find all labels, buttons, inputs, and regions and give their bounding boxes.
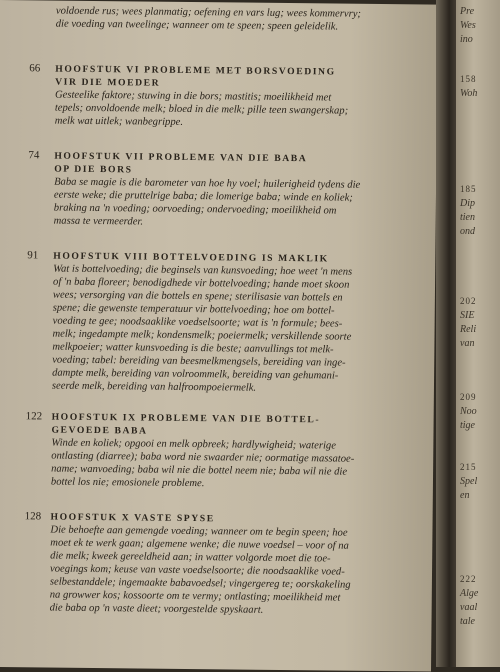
chapter-heading: GEVOEDE BABA [51,424,148,437]
chapter-heading: HOOFSTUK X VASTE SPYSE [50,511,215,525]
text-line: Baba se magie is die barometer van hoe hy voel; huilerigheid tydens die [54,176,361,191]
edge-text: Alge [460,588,479,599]
text-line: die voeding van tweelinge; wanneer om te speen; speen geleidelik. [55,18,339,33]
text-line: of 'n baba floreer; benodigdhede vir bottelvoeding; hande moet skoon [52,276,350,291]
edge-text: Spel [460,476,478,487]
edge-page-number: 202 [460,296,477,306]
page-number: 128 [24,510,42,523]
edge-text: Pre [460,6,475,17]
edge-text: vaal [460,602,478,613]
text-line: Die behoefte aan gemengde voeding; wanneer om te begin speen; hoe [50,524,348,539]
edge-text: Dip [460,198,475,209]
text-line: ontlasting (diarree); baba word nie swaarder nie; oormatige massatoe- [51,450,355,465]
page-number: 91 [27,249,39,262]
text-line: moet ek te werk gaan; algemene wenke; die nuwe voedsel – voor of na [50,537,349,552]
chapter-heading: HOOFSTUK VI PROBLEME MET BORSVOEDING [55,63,336,78]
page-number: 74 [28,149,40,162]
text-line: spene; die gewenste temperatuur vir bottelvoeding; hoe om bottel- [52,302,335,317]
text-line: melkpoeier; watter kunsvoeding is die beste; aanvullings tot melk- [52,341,334,356]
text-line: tepels; onvoldoende melk; bloed in die melk; pille teen swangerskap; [54,102,349,117]
text-line: voegings kom; keuse van vaste voedselsoorte; die noodsaaklike voed- [49,563,345,578]
text-line: die baba op 'n vaste dieet; voorgestelde spyskaart. [49,602,264,616]
text-line: die melk; kweek gereeldheid aan; in watter volgorde moet die toe- [50,550,331,565]
page-number: 66 [29,62,41,75]
chapter-heading: VIR DIE MOEDER [55,76,161,89]
facing-page-edge [456,0,500,667]
edge-page-number: 158 [460,74,477,84]
text-line: Winde en koliek; opgooi en melk opbreek; hardlywigheid; waterige [51,437,336,452]
edge-text: tien [460,212,475,223]
edge-text: ino [460,34,473,45]
text-line: Gesteelike faktore; stuwing in die bors; mastitis; moeilikheid met [54,89,332,104]
text-line: seerde melk, bereiding van halfroompoeiermelk. [51,380,257,394]
edge-text: Reli [460,324,477,335]
text-line: braking na 'n voeding; oorvoeding; ondervoeding; moeilikheid om [53,202,337,217]
edge-text: SIE [460,310,475,321]
text-line: melk wat uitlek; wanbegrippe. [54,115,184,128]
text-line: voeding te gee; noodsaaklike voedselsoorte; wat is 'n formule; bees- [52,315,343,330]
text-line: bottel los nie; emosionele probleme. [50,476,205,490]
chapter-heading: HOOFSTUK VII PROBLEME VAN DIE BABA [54,150,308,165]
edge-page-number: 209 [460,392,477,402]
edge-text: van [460,338,475,349]
text-line: massa te vermeerder. [53,215,144,228]
edge-text: ond [460,226,475,237]
edge-page-number: 185 [460,184,477,194]
text-line: voldoende rus; wees planmatig; oefening en vars lug; wees kommervry; [55,5,362,20]
chapter-heading: HOOFSTUK VIII BOTTELVOEDING IS MAKLIK [53,250,329,265]
text-line: na growwer kos; kossoorte om te vermy; ontlasting; moeilikheid met [49,589,341,604]
edge-text: tale [460,616,475,627]
edge-text: Noo [460,406,477,417]
edge-text: en [460,490,470,501]
edge-page-number: 215 [460,462,477,472]
edge-page-number: 222 [460,574,477,584]
edge-text: tige [460,420,475,431]
edge-text: Woh [460,88,478,99]
chapter-heading: HOOFSTUK IX PROBLEME VAN DIE BOTTEL- [51,411,321,426]
text-line: name; wanvoeding; baba wil nie die bottel neem nie; baba wil nie die [51,463,348,478]
text-line: melk; ingedampte melk; kondensmelk; poeiermelk; verskillende soorte [52,328,352,343]
text-line: voeding; tabel: bereiding van beesmelkmengsels, bereiding van inge- [52,354,346,369]
text-line: Wat is bottelvoeding; die beginsels van kunsvoeding; hoe weet 'n mens [53,263,353,278]
book-gutter [436,0,458,667]
text-line: dampte melk, bereiding van volroommelk, bereiding van gehumani- [52,367,339,382]
page-number: 122 [25,410,43,423]
text-line: wees; versorging van die bottels en spene; sterilisasie van bottels en [52,289,343,304]
text-line: selbestanddele; ingemaakte babavoedsel; vingergereg te; oorskakeling [49,576,351,591]
chapter-heading: OP DIE BORS [54,163,133,176]
edge-text: Wes [460,20,476,31]
text-line: eerste weke; die pruttelrige baba; die lomerige baba; winde en koliek; [53,189,353,204]
